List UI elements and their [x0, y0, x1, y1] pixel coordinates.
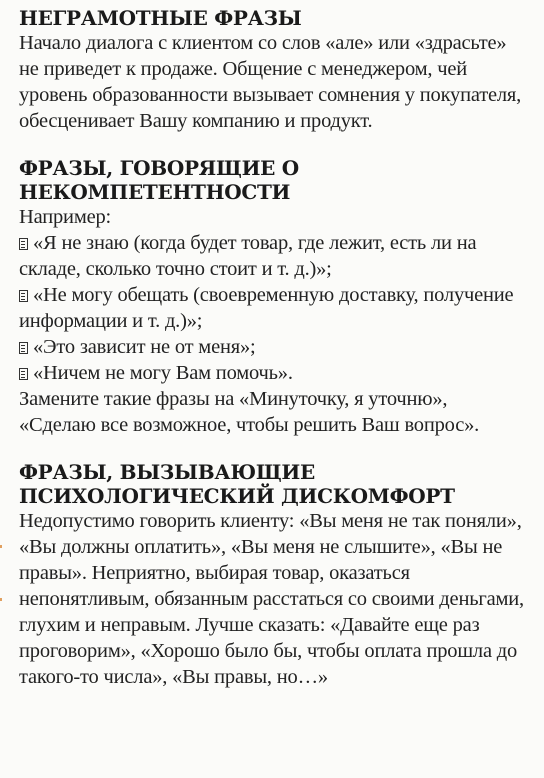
document-list-icon: [19, 290, 28, 302]
edge-mark: [0, 598, 2, 601]
list-item-text: «Ничем не могу Вам помочь».: [33, 362, 293, 384]
section-heading: ФРАЗЫ, ВЫЗЫВАЮЩИЕ ПСИХОЛОГИЧЕСКИЙ ДИСКОМФОРТ: [19, 460, 455, 508]
list-item: [19, 282, 526, 334]
section-heading: НЕГРАМОТНЫЕ ФРАЗЫ: [19, 6, 302, 30]
section-illiterate-phrases: [19, 6, 526, 134]
section-heading: ФРАЗЫ, ГОВОРЯЩИЕ О НЕКОМПЕТЕНТНОСТИ: [19, 156, 299, 204]
section-outro: Замените такие фразы на «Минуточку, я уточню», «Сделаю все возможное, чтобы решить Ваш вопрос».: [19, 388, 480, 436]
list-item-text: «Это зависит не от меня»;: [33, 336, 256, 358]
section-discomfort-phrases: [19, 460, 526, 690]
list-item: [19, 334, 526, 360]
list-item-text: «Не могу обещать (своевременную доставку, получение информации и т. д.)»;: [19, 284, 514, 332]
document-list-icon: [19, 368, 28, 380]
document-list-icon: [19, 342, 28, 354]
section-paragraph: Начало диалога с клиентом со слов «але» или «здрасьте» не приведет к продаже. Общение с менеджером, чей уровень образованности вызывает сомнения у покупателя, обесценивает Вашу компанию и продукт.: [19, 32, 522, 132]
document-list-icon: [19, 238, 28, 250]
list-item-text: «Я не знаю (когда будет товар, где лежит, есть ли на складе, сколько точно стоит и т. д.)»;: [19, 232, 477, 280]
edge-mark: [0, 545, 2, 548]
section-incompetence-phrases: [19, 156, 526, 438]
list-item: [19, 230, 526, 282]
list-item: [19, 360, 526, 386]
section-intro: Например:: [19, 206, 112, 228]
section-paragraph: Недопустимо говорить клиенту: «Вы меня не так поняли», «Вы должны оплатить», «Вы меня не слышите», «Вы не правы». Неприятно, выбирая товар, оказаться непонятливым, обязанным расстаться со своими деньгами, глухим и неправым. Лучше сказать: «Давайте еще раз проговорим», «Хорошо было бы, чтобы оплата прошла до такого-то числа», «Вы правы, но…»: [19, 510, 524, 688]
